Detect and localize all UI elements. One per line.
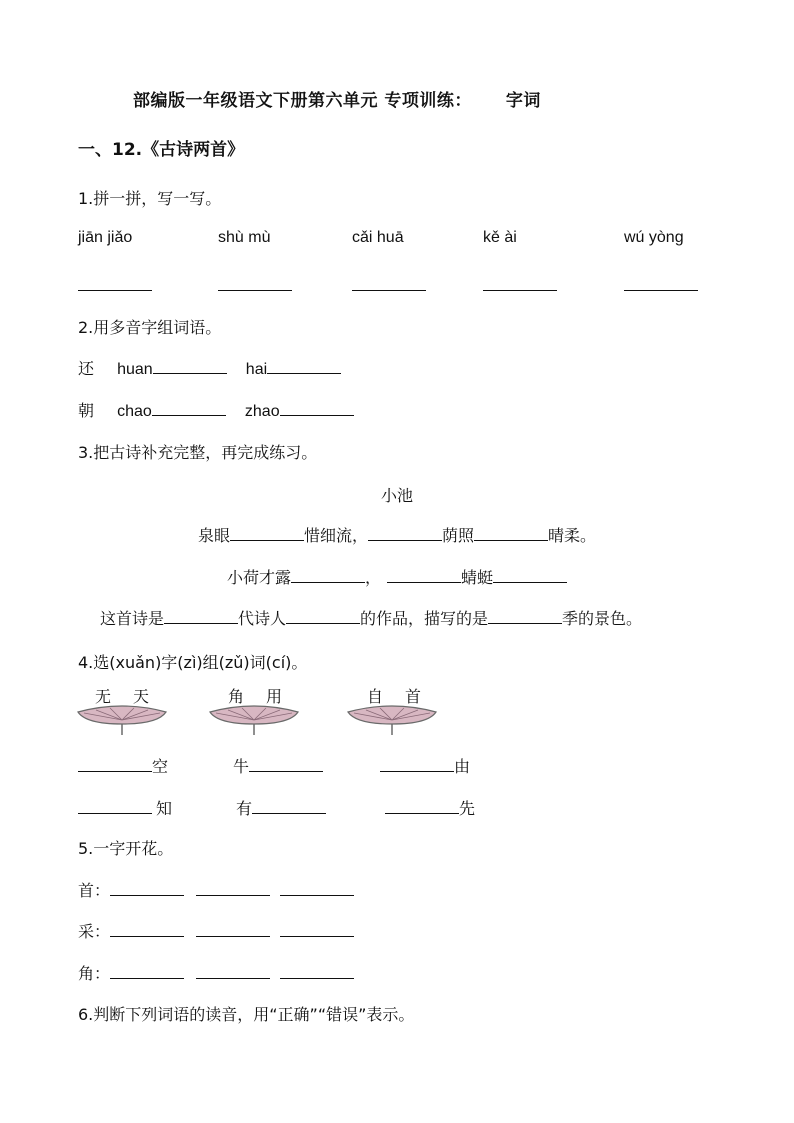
q1-blank-2[interactable] <box>218 290 292 291</box>
lotus-leaf-icon <box>76 702 168 736</box>
q4-blank[interactable] <box>78 799 152 814</box>
q4-blank[interactable] <box>252 799 326 814</box>
poem-text: 晴柔。 <box>548 526 597 545</box>
q4-char: 空 <box>152 757 169 776</box>
lotus-leaf-icon <box>208 702 300 736</box>
q4-row-2a <box>78 796 172 819</box>
question-blank[interactable] <box>488 609 562 624</box>
leaf-char: 首 <box>405 687 422 706</box>
poem-blank[interactable] <box>368 526 442 541</box>
q4-prompt: 4.选(xuǎn)字(zì)组(zǔ)词(cí)。 <box>78 653 308 672</box>
q3-prompt: 3.把古诗补充完整，再完成练习。 <box>78 443 318 462</box>
poem-blank[interactable] <box>474 526 548 541</box>
q4-char: 牛 <box>233 757 250 776</box>
q1-blank-3[interactable] <box>352 290 426 291</box>
poem-blank[interactable] <box>230 526 304 541</box>
poem-text: 荫照 <box>442 526 475 545</box>
q1-pinyin-5: wú yòng <box>624 229 684 246</box>
q2-reading: hai <box>245 361 268 378</box>
poem-text: 蜻蜓 <box>461 568 494 587</box>
q5-row-1 <box>78 878 354 901</box>
q2-blank[interactable] <box>267 359 341 374</box>
leaf-char: 无 <box>95 687 112 706</box>
q4-char: 先 <box>459 799 476 818</box>
q2-char: 朝 <box>78 401 95 420</box>
q6-prompt: 6.判断下列词语的读音，用“正确”“错误”表示。 <box>78 1005 415 1024</box>
q5-blank[interactable] <box>280 881 354 896</box>
q5-blank[interactable] <box>280 964 354 979</box>
poem-blank[interactable] <box>493 568 567 583</box>
poem-text: 惜细流， <box>303 526 368 545</box>
poem-line-2 <box>0 565 794 588</box>
q4-char: 知 <box>156 799 173 818</box>
poem-title: 小池 <box>380 486 413 505</box>
poem-text: ， <box>364 568 381 587</box>
poem-blank[interactable] <box>291 568 365 583</box>
leaf-char: 天 <box>133 687 150 706</box>
page-title-tail: 字词 <box>505 91 541 111</box>
q5-blank[interactable] <box>110 881 184 896</box>
leaf-char: 角 <box>228 687 245 706</box>
q4-char: 由 <box>454 757 471 776</box>
lotus-leaf-icon <box>346 702 438 736</box>
q5-blank[interactable] <box>196 964 270 979</box>
q1-pinyin-1: jiān jiǎo <box>78 229 133 246</box>
page-title-main: 部编版一年级语文下册第六单元 专项训练： <box>133 91 472 111</box>
q2-row-2 <box>78 398 354 421</box>
q2-reading: chao <box>117 403 152 420</box>
q5-row-2 <box>78 919 354 942</box>
q4-blank[interactable] <box>249 757 323 772</box>
q5-char: 首： <box>78 881 111 900</box>
question-text: 季的景色。 <box>562 609 643 628</box>
poem-text: 小荷才露 <box>226 568 291 587</box>
q2-reading: zhao <box>244 403 280 420</box>
question-text: 这首诗是 <box>100 609 165 628</box>
q5-row-3 <box>78 961 354 984</box>
q1-blank-4[interactable] <box>483 290 557 291</box>
q1-pinyin-2: shù mù <box>218 229 271 246</box>
q4-row-2b <box>236 796 326 819</box>
q1-prompt: 1.拼一拼，写一写。 <box>78 189 222 208</box>
q4-row-2c <box>385 796 475 819</box>
leaf-char: 用 <box>266 687 283 706</box>
q5-char: 采： <box>78 922 111 941</box>
q1-blank-1[interactable] <box>78 290 152 291</box>
q5-blank[interactable] <box>196 881 270 896</box>
poem-line-1 <box>0 523 794 546</box>
q5-blank[interactable] <box>110 922 184 937</box>
q4-blank[interactable] <box>385 799 459 814</box>
q5-prompt: 5.一字开花。 <box>78 839 174 858</box>
question-blank[interactable] <box>164 609 238 624</box>
q1-pinyin-3: cǎi huā <box>352 229 404 246</box>
q4-row-1b <box>233 754 323 777</box>
q4-char: 有 <box>236 799 253 818</box>
q2-blank[interactable] <box>280 401 354 416</box>
question-text: 的作品，描写的是 <box>360 609 489 628</box>
q1-pinyin-4: kě ài <box>483 229 517 246</box>
poem-text: 泉眼 <box>197 526 230 545</box>
q2-char: 还 <box>78 359 95 378</box>
q2-blank[interactable] <box>153 359 227 374</box>
page-title <box>133 86 541 111</box>
q5-char: 角： <box>78 964 111 983</box>
q4-row-1c <box>380 754 470 777</box>
q3-question <box>100 606 642 629</box>
q4-blank[interactable] <box>78 757 152 772</box>
q5-blank[interactable] <box>280 922 354 937</box>
q4-blank[interactable] <box>380 757 454 772</box>
q5-blank[interactable] <box>196 922 270 937</box>
q4-row-1a <box>78 754 168 777</box>
leaf-char: 自 <box>367 687 384 706</box>
q5-blank[interactable] <box>110 964 184 979</box>
poem-blank[interactable] <box>387 568 461 583</box>
q1-blank-5[interactable] <box>624 290 698 291</box>
question-blank[interactable] <box>286 609 360 624</box>
q2-blank[interactable] <box>152 401 226 416</box>
q2-prompt: 2.用多音字组词语。 <box>78 318 222 337</box>
section-heading: 一、12.《古诗两首》 <box>78 140 245 160</box>
question-text: 代诗人 <box>238 609 287 628</box>
q2-reading: huan <box>117 361 153 378</box>
q2-row-1 <box>78 356 341 379</box>
